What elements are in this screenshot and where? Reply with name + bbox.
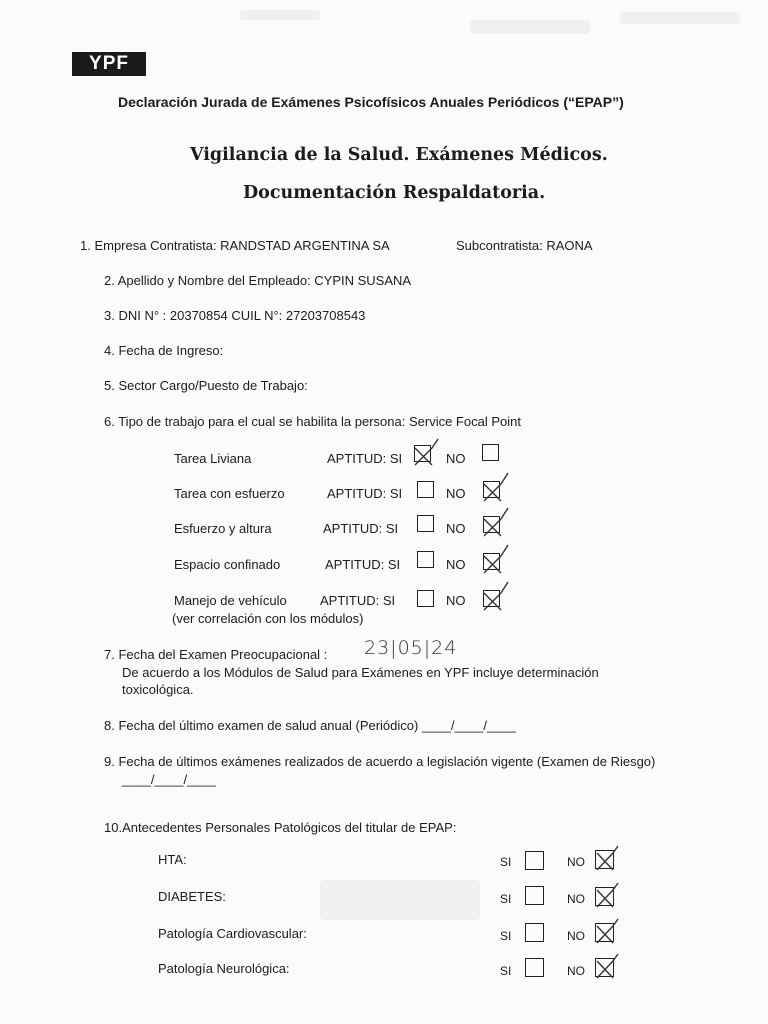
item-9-examen-riesgo: 9. Fecha de últimos exámenes realizados de acuerdo a legislación vigente (Examen de Riesgo) [104,754,656,769]
item-1-subcontractor: Subcontratista: RAONA [456,238,593,253]
antecedente-no: NO [567,892,585,906]
check-x-icon [481,475,507,501]
antecedente-si: SI [500,892,512,906]
aptitude-row-task: Tarea Liviana [174,451,252,466]
check-x-icon [593,881,619,907]
si-checkbox[interactable] [525,886,544,905]
si-checkbox[interactable] [525,958,544,977]
antecedente-no: NO [567,929,585,943]
si-checkbox[interactable] [417,515,434,532]
no-checkbox-checked[interactable] [483,590,500,607]
si-checkbox[interactable] [417,590,434,607]
item-6-tipo-trabajo: 6. Tipo de trabajo para el cual se habilita la persona: Service Focal Point [104,414,521,429]
aptitude-row-label: APTITUD: SI [327,486,403,501]
aptitude-row-label: APTITUD: SI [327,451,403,466]
antecedente-label: DIABETES: [158,889,226,904]
antecedente-si: SI [500,929,512,943]
item-5-sector: 5. Sector Cargo/Puesto de Trabajo: [104,378,308,393]
item-10-antecedentes: 10.Antecedentes Personales Patológicos del titular de EPAP: [104,820,457,835]
aptitude-row-no: NO [446,557,466,572]
aptitude-row-no: NO [446,486,466,501]
aptitude-row-no: NO [446,451,466,466]
no-checkbox-checked[interactable] [595,958,614,977]
page-subtitle: Documentación Respaldatoria. [243,183,546,203]
item-2-employee: 2. Apellido y Nombre del Empleado: CYPIN SUSANA [104,273,412,288]
item-7-description-cont: toxicológica. [122,682,194,697]
no-checkbox-checked[interactable] [595,887,614,906]
no-checkbox-checked[interactable] [595,850,614,869]
si-checkbox-checked[interactable] [414,445,431,462]
aptitude-row-task: Espacio confinado [174,557,281,572]
antecedente-label: Patología Neurológica: [158,961,290,976]
aptitude-row-label: APTITUD: SI [323,521,399,536]
item-9-date-blank: ____/____/____ [122,772,216,787]
aptitude-row-no: NO [446,593,466,608]
ypf-logo: YPF [72,52,146,76]
declaration-heading: Declaración Jurada de Exámenes Psicofísicos Anuales Periódicos (“EPAP”) [118,94,624,110]
scan-artifact [470,20,590,34]
item-1-company: 1. Empresa Contratista: RANDSTAD ARGENTINA SA [80,238,390,253]
no-checkbox[interactable] [482,444,499,461]
aptitude-row-no: NO [446,521,466,536]
antecedente-si: SI [500,855,512,869]
no-checkbox-checked[interactable] [483,553,500,570]
check-x-icon [481,547,507,573]
scan-artifact [620,12,740,24]
scan-artifact [240,10,320,20]
handwritten-date: 23|05|24 [364,637,458,659]
antecedente-no: NO [567,855,585,869]
aptitude-row-task: Tarea con esfuerzo [174,486,285,501]
aptitude-row-task: Esfuerzo y altura [174,521,272,536]
check-x-icon [593,952,619,978]
item-3-dni: 3. DNI N° : 20370854 CUIL N°: 27203708543 [104,308,366,323]
si-checkbox[interactable] [525,851,544,870]
aptitude-row-label: APTITUD: SI [320,593,396,608]
item-7-description: De acuerdo a los Módulos de Salud para Exámenes en YPF incluye determinación [122,665,599,680]
antecedente-no: NO [567,964,585,978]
si-checkbox[interactable] [417,481,434,498]
page-title: Vigilancia de la Salud. Exámenes Médicos. [190,145,608,165]
aptitude-row-task: Manejo de vehículo [174,593,287,608]
item-7-fecha-preocupacional: 7. Fecha del Examen Preocupacional : [104,647,328,662]
check-x-icon [481,510,507,536]
no-checkbox-checked[interactable] [483,516,500,533]
scan-artifact [320,880,480,920]
check-x-icon [481,584,507,610]
item-4-fecha-ingreso: 4. Fecha de Ingreso: [104,343,224,358]
si-checkbox[interactable] [525,923,544,942]
si-checkbox[interactable] [417,551,434,568]
aptitude-note: (ver correlación con los módulos) [172,611,364,626]
check-x-icon [593,844,619,870]
antecedente-label: Patología Cardiovascular: [158,926,307,941]
no-checkbox-checked[interactable] [595,923,614,942]
aptitude-row-label: APTITUD: SI [325,557,401,572]
item-8-examen-anual: 8. Fecha del último examen de salud anual (Periódico) ____/____/____ [104,718,516,733]
antecedente-label: HTA: [158,852,187,867]
check-x-icon [593,917,619,943]
no-checkbox-checked[interactable] [483,481,500,498]
antecedente-si: SI [500,964,512,978]
check-x-icon [412,439,438,465]
